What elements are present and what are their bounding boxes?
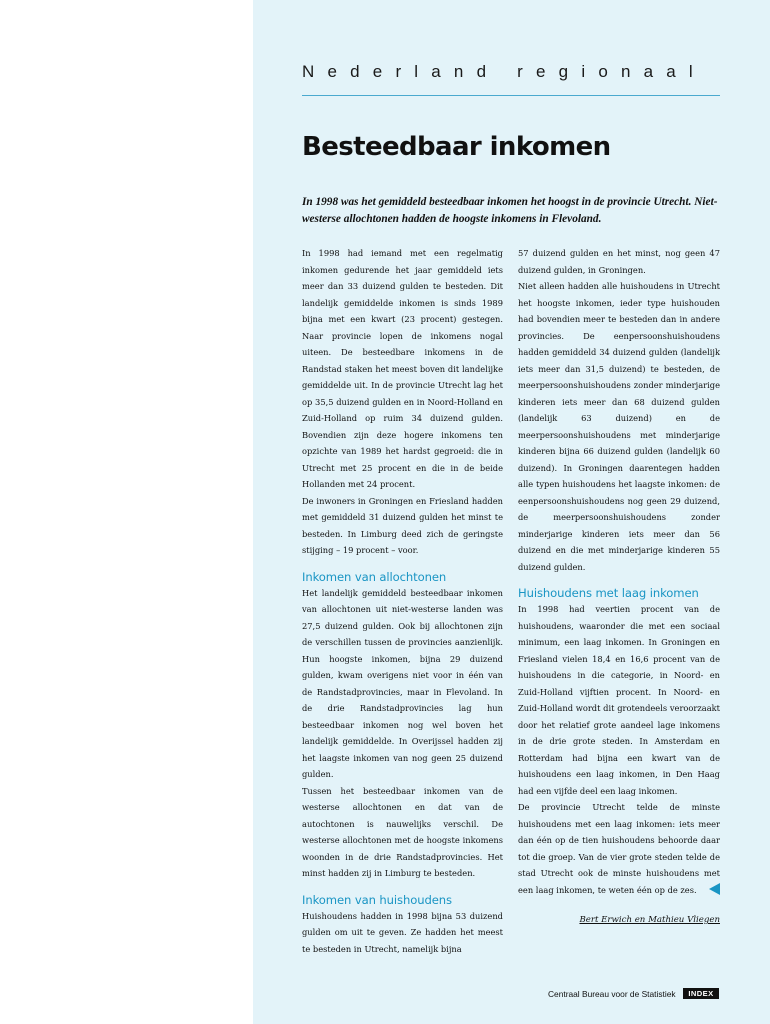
paragraph: Tussen het besteedbaar inkomen van de westerse allochtonen en dat van de autochtonen is nauwelijks verschil. De westerse allochtonen met de hoogste inkomens woonden in de drie Randstadprovincies. Het minst hadden zij in Limburg te besteden.: [302, 785, 503, 878]
paragraph: 57 duizend gulden en het minst, nog geen 47 duizend gulden, in Groningen.: [518, 248, 720, 275]
column-left: [302, 245, 503, 957]
paragraph: Het landelijk gemiddeld besteedbaar inkomen van allochtonen uit niet-westerse landen was 27,5 duizend gulden. Ook bij allochtonen zijn de verschillen tussen de provincies aanzienlijk. Hun hoogste inkomen, bijna 29 duizend gulden, kwam overigens niet voor in één van de Randstadprovincies, maar in Flevoland. In de drie Randstadprovincies lag hun besteedbaar inkomen nog wel boven het landelijk gemiddelde. In Overijssel hadden zij het laagste inkomen van nog geen 25 duizend gulden.: [302, 587, 503, 779]
article-lead: In 1998 was het gemiddeld besteedbaar inkomen het hoogst in de provincie Utrecht. Niet-westerse allochtonen hadden de hoogste inkomens in Flevoland.: [302, 196, 718, 225]
article-title: Besteedbaar inkomen: [302, 132, 611, 162]
paragraph: In 1998 had veertien procent van de huishoudens, waaronder die met een sociaal minimum, een laag inkomen. In Groningen en Friesland vielen 18,4 en 16,6 procent van de huishoudens in die categorie, in Noord- en Zuid-Holland vijftien procent. In Noord- en Zuid-Holland wordt dit grotendeels veroorzaakt door het relatief grote aandeel lage inkomens in de drie grote steden. In Amsterdam en Rotterdam had bijna een kwart van de huishoudens een laag inkomen, in Den Haag had een vijfde deel een laag inkomen.: [518, 604, 720, 796]
running-title: Nederland regionaal: [302, 62, 706, 81]
header-rule: [302, 95, 720, 96]
paragraph: Huishoudens hadden in 1998 bijna 53 duizend gulden om uit te geven. Ze hadden het meest te besteden in Utrecht, namelijk bijna: [302, 910, 503, 954]
paragraph: In 1998 had iemand met een regelmatig inkomen gedurende het jaar gemiddeld iets meer dan 33 duizend gulden te besteden. Dit landelijk gemiddelde inkomen is sinds 1989 bijna met een kwart (23 procent) gestegen. Naar provincie lopen de inkomens nogal uiteen. De besteedbare inkomens in de Randstad staken het meest boven dit landelijke gemiddelde uit. In de provincie Utrecht lag het op 35,5 duizend gulden en in Noord-Holland en Zuid-Holland op ruim 34 duizend gulden. Bovendien zijn deze hogere inkomens ten opzichte van 1989 het hardst gegroeid: die in Utrecht met 25 procent en die in de beide Hollanden met 24 procent.: [302, 248, 503, 489]
triangle-left-icon: [709, 883, 720, 895]
index-button[interactable]: INDEX: [683, 988, 719, 999]
paragraph: De inwoners in Groningen en Friesland hadden met gemiddeld 31 duizend gulden het minst te besteden. In Limburg deed zich de geringste stijging – 19 procent – voor.: [302, 495, 503, 555]
paragraph: [518, 799, 720, 898]
column-right: [518, 245, 720, 929]
author-byline: Bert Erwich en Mathieu Vliegen: [579, 915, 720, 925]
paragraph: Niet alleen hadden alle huishoudens in Utrecht het hoogste inkomen, ieder type huishouden had bovendien meer te besteden dan in andere provincies. De eenpersoonshuishoudens hadden gemiddeld 34 duizend gulden (landelijk iets meer dan 31,5 duizend) te besteden, de meerpersoonshuishoudens zonder minderjarige kinderen iets meer dan 68 duizend gulden (landelijk 63 duizend) en de meerpersoonshuishoudens met minderjarige kinderen bijna 66 duizend gulden (landelijk 60 duizend). In Groningen daarentegen hadden alle typen huishoudens het laagste inkomen: de eenpersoonshuishoudens nog geen 29 duizend, de meerpersoonshuishoudens zonder minderjarige kinderen iets meer dan 56 duizend en die met minderjarige kinderen 55 duizend gulden.: [518, 281, 720, 572]
section-heading-laag-inkomen: Huishoudens met laag inkomen: [518, 586, 699, 600]
paragraph-text: De provincie Utrecht telde de minste huishoudens met een laag inkomen: iets meer dan één op de tien huishoudens behoorde daar tot die groep. Van de vier grote steden telde de stad Utrecht ook de minste huishoudens met een laag inkomen, te weten één op de zes.: [518, 802, 720, 895]
section-heading-huishoudens: Inkomen van huishoudens: [302, 892, 452, 907]
section-heading-allochtonen: Inkomen van allochtonen: [302, 569, 447, 584]
footer-publisher: Centraal Bureau voor de Statistiek: [548, 989, 676, 999]
